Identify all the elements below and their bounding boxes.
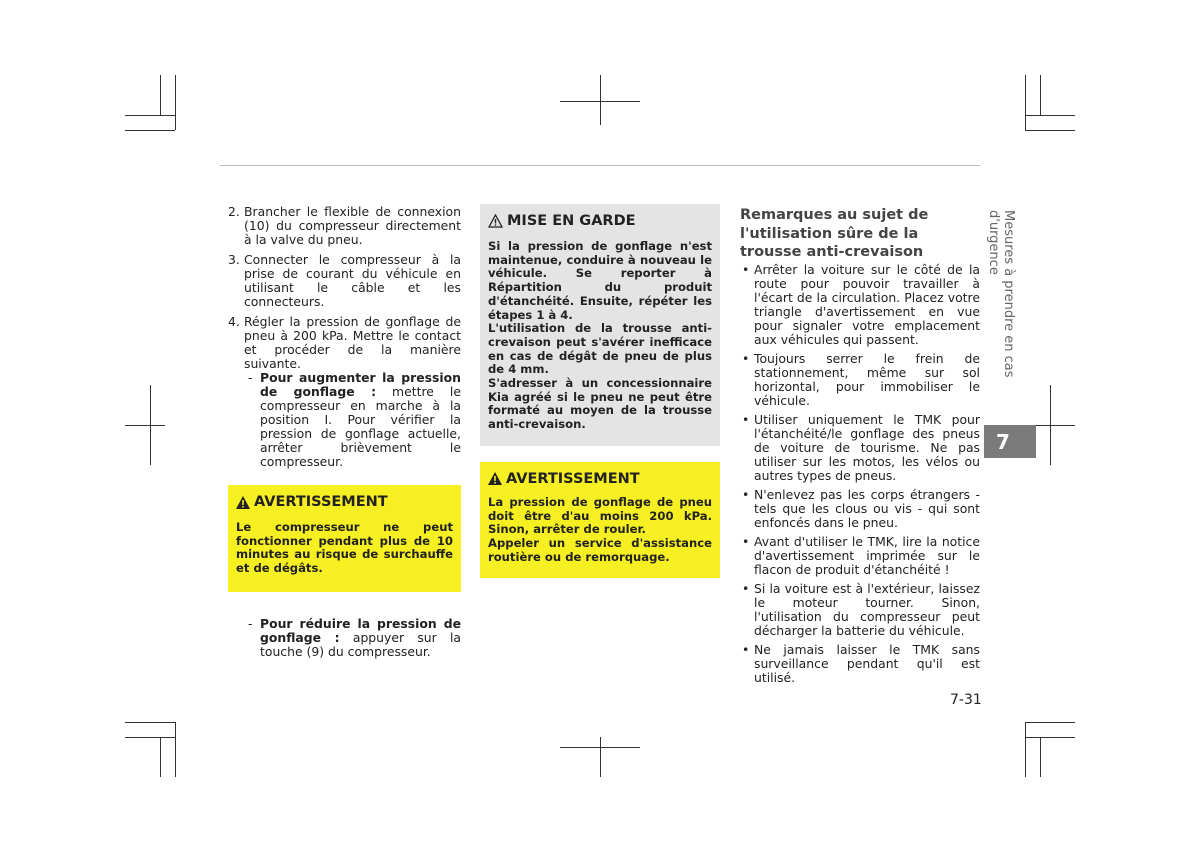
bullet-mark: • <box>742 641 750 657</box>
crop-mark <box>1025 737 1075 738</box>
step-3 <box>228 253 461 309</box>
bullet-text: Si la voiture est à l'extérieur, laissez le moteur tourner. Sinon, l'utilisation du compresseur peut décharger la batterie du véhicule. <box>754 580 980 638</box>
caution-paragraph: L'utilisation de la trousse anti-crevaison peut s'avérer inefficace en cas de dégât de pneu de plus de 4 mm. <box>488 321 712 377</box>
step-4 <box>228 315 461 371</box>
substep-body: mettre le compresseur en marche à la position I. Pour vérifier la pression de gonflage actuelle, arrêter brièvement le compresseur. <box>260 384 461 469</box>
crop-mark <box>125 130 175 131</box>
bullet-item <box>740 582 980 638</box>
step-text: Brancher le flexible de connexion (10) du compresseur directement à la valve du pneu. <box>244 204 461 247</box>
bullet-mark: • <box>742 350 750 366</box>
crop-mark <box>160 75 161 115</box>
warning-title-text: AVERTISSEMENT <box>506 470 640 487</box>
caution-box <box>480 204 720 446</box>
crop-mark <box>125 737 175 738</box>
bullet-text: Toujours serrer le frein de stationnement, même sur sol horizontal, pour immobiliser le véhicule. <box>754 350 980 408</box>
caution-paragraph: Si la pression de gonflage n'est maintenue, conduire à nouveau le véhicule. Se reporter à Répartition du produit d'étanchéité. Ensuite, répéter les étapes 1 à 4. <box>488 239 712 322</box>
caution-title <box>480 204 720 240</box>
registration-mark <box>600 75 601 125</box>
chapter-tab: 7 <box>984 425 1036 458</box>
warning-triangle-icon <box>488 472 502 485</box>
column-right <box>740 206 980 690</box>
bullet-item <box>740 643 980 685</box>
substep-increase-pressure <box>248 371 461 469</box>
substep-text <box>260 371 461 469</box>
warning-paragraph: La pression de gonflage de pneu doit être d'au moins 200 kPa. Sinon, arrêter de rouler. <box>488 494 712 537</box>
bullet-text: Avant d'utiliser le TMK, lire la notice d'avertissement imprimée sur le flacon de produit d'étanchéité ! <box>754 533 980 577</box>
crop-mark <box>1025 722 1026 777</box>
bullet-text: Arrêter la voiture sur le côté de la route pour pouvoir travailler à l'écart de la circulation. Placez votre triangle d'avertissement en vue pour signaler votre emplacement aux véhicules qui passent. <box>754 261 980 347</box>
crop-mark <box>1025 130 1075 131</box>
warning-title <box>480 462 720 496</box>
registration-mark <box>150 385 151 465</box>
warning-title <box>228 485 461 515</box>
warning-body <box>480 496 720 579</box>
bullet-item <box>740 352 980 408</box>
bullet-mark: • <box>742 261 750 277</box>
warning-box-compressor <box>228 485 461 592</box>
column-middle <box>480 204 720 578</box>
registration-mark <box>600 737 601 777</box>
bullet-mark: • <box>742 486 750 502</box>
column-left <box>228 205 461 659</box>
chapter-label: Mesures à prendre en cas d'urgence <box>986 210 1016 378</box>
crop-mark <box>160 737 161 777</box>
bullet-mark: • <box>742 411 750 427</box>
header-rule <box>220 165 980 166</box>
registration-mark <box>1050 385 1051 465</box>
bullet-item <box>740 488 980 530</box>
section-heading: Remarques au sujet de l'utilisation sûre de la trousse anti-crevaison <box>740 207 929 260</box>
substep-reduce-pressure <box>248 617 461 659</box>
bullet-mark: • <box>742 533 750 549</box>
page-number: 7-31 <box>950 692 982 708</box>
caution-paragraph: S'adresser à un concessionnaire Kia agréé si le pneu ne peut être formaté au moyen de la trousse anti-crevaison. <box>488 376 712 432</box>
crop-mark <box>175 722 176 777</box>
warning-paragraph: Appeler un service d'assistance routière ou de remorquage. <box>488 535 712 564</box>
bullet-text: Ne jamais laisser le TMK sans surveillance pendant qu'il est utilisé. <box>754 641 980 685</box>
substep-text <box>260 617 461 659</box>
bullet-text: Utiliser uniquement le TMK pour l'étanchéité/le gonflage des pneus de voiture de tourisme. Ne pas utiliser sur les motos, les vélos ou autres types de pneus. <box>754 411 980 483</box>
step-text: Régler la pression de gonflage de pneu à 200 kPa. Mettre le contact et procéder de la manière suivante. <box>244 314 461 371</box>
crop-mark <box>125 115 175 116</box>
substep-bold: Pour réduire la pression de gonflage : <box>260 615 461 645</box>
warning-triangle-icon <box>236 496 250 509</box>
crop-mark <box>1025 75 1026 130</box>
crop-mark <box>1040 75 1041 115</box>
bullet-item <box>740 535 980 577</box>
caution-title-text: MISE EN GARDE <box>507 213 636 229</box>
substep-dash: - <box>248 615 253 631</box>
step-number: 3. <box>228 252 240 267</box>
warning-box-pressure <box>480 462 720 579</box>
crop-mark <box>1040 737 1041 777</box>
crop-mark <box>175 75 176 130</box>
crop-mark <box>1025 722 1075 723</box>
caution-body <box>480 240 720 446</box>
registration-mark <box>1035 425 1075 426</box>
substep-body: appuyer sur la touche (9) du compresseur. <box>260 629 462 659</box>
warning-body: Le compresseur ne peut fonctionner pendant plus de 10 minutes au risque de surchauffe et de dégâts. <box>236 520 453 576</box>
step-number: 2. <box>228 204 240 219</box>
crop-mark <box>125 722 175 723</box>
substep-bold: Pour augmenter la pression de gonflage : <box>260 370 461 399</box>
warning-title-text: AVERTISSEMENT <box>254 494 388 510</box>
bullet-item <box>740 263 980 347</box>
bullet-text: N'enlevez pas les corps étrangers - tels que les clous ou vis - qui sont enfoncés dans le pneu. <box>754 486 980 530</box>
substep-dash: - <box>248 370 253 385</box>
step-2 <box>228 205 461 247</box>
chapter-sidebar <box>984 210 1036 420</box>
bullet-mark: • <box>742 580 750 596</box>
caution-triangle-icon <box>488 214 503 228</box>
crop-mark <box>1025 115 1075 116</box>
bullet-item <box>740 413 980 483</box>
step-text: Connecter le compresseur à la prise de courant du véhicule en utilisant le câble et les connecteurs. <box>244 252 461 309</box>
registration-mark <box>125 425 165 426</box>
step-number: 4. <box>228 314 240 329</box>
